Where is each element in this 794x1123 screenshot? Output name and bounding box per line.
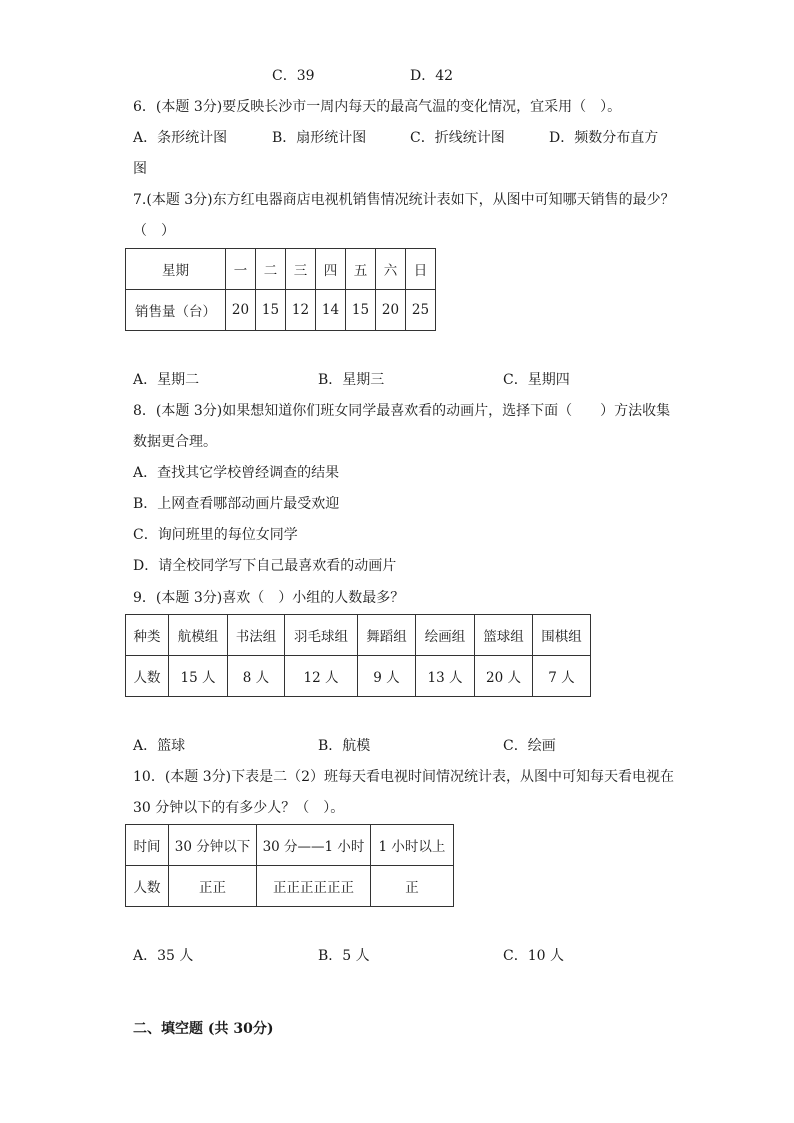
table-header-cell: 绘画组 bbox=[416, 615, 475, 656]
table-header-cell: 日 bbox=[406, 249, 436, 290]
table-row bbox=[126, 866, 454, 907]
q10-option-a: A．35 人 bbox=[133, 948, 194, 964]
table-header-cell: 1 小时以上 bbox=[371, 825, 454, 866]
q9-stem: 9．(本题 3分)喜欢（ ）小组的人数最多？ bbox=[133, 590, 405, 606]
q7-option-b: B．星期三 bbox=[318, 372, 385, 388]
q5-option-d: D．42 bbox=[410, 68, 454, 84]
q6-option-b: B．扇形统计图 bbox=[272, 130, 367, 146]
q6-stem: 6．(本题 3分)要反映长沙市一周内每天的最高气温的变化情况，宜采用（ ）。 bbox=[133, 99, 622, 115]
q8-option-b: B．上网查看哪部动画片最受欢迎 bbox=[133, 496, 340, 512]
table-cell: 8 人 bbox=[228, 656, 285, 697]
table-cell: 20 bbox=[226, 290, 256, 331]
table-header-cell: 航模组 bbox=[169, 615, 228, 656]
q9-option-b: B．航模 bbox=[318, 738, 371, 754]
table-cell: 人数 bbox=[126, 866, 169, 907]
table-cell: 20 bbox=[376, 290, 406, 331]
table-cell: 7 人 bbox=[533, 656, 591, 697]
q9-option-a: A．篮球 bbox=[133, 738, 186, 754]
table-header-cell: 30 分钟以下 bbox=[169, 825, 257, 866]
table-header-cell: 星期 bbox=[126, 249, 226, 290]
table-header-cell: 舞蹈组 bbox=[358, 615, 416, 656]
table-header-cell: 书法组 bbox=[228, 615, 285, 656]
table-header-cell: 羽毛球组 bbox=[285, 615, 358, 656]
q7-answer-paren: （ ） bbox=[133, 223, 175, 239]
q10-option-b: B．5 人 bbox=[318, 948, 370, 964]
q6-option-c: C．折线统计图 bbox=[410, 130, 505, 146]
table-cell: 正正 bbox=[169, 866, 257, 907]
table-row bbox=[126, 290, 436, 331]
q8-option-a: A．查找其它学校曾经调查的结果 bbox=[133, 465, 340, 481]
q6-option-a: A．条形统计图 bbox=[133, 130, 228, 146]
table-header-cell: 四 bbox=[316, 249, 346, 290]
table-header-cell: 六 bbox=[376, 249, 406, 290]
table-header-cell: 30 分——1 小时 bbox=[257, 825, 371, 866]
table-cell: 12 bbox=[286, 290, 316, 331]
table-header-cell: 二 bbox=[256, 249, 286, 290]
table-header-cell: 三 bbox=[286, 249, 316, 290]
q7-sales-table bbox=[125, 248, 436, 331]
table-cell: 正正正正正正 bbox=[257, 866, 371, 907]
q7-option-a: A．星期二 bbox=[133, 372, 200, 388]
table-cell: 25 bbox=[406, 290, 436, 331]
table-cell: 人数 bbox=[126, 656, 169, 697]
table-header-cell: 围棋组 bbox=[533, 615, 591, 656]
table-row bbox=[126, 656, 591, 697]
q8-stem-continued: 数据更合理。 bbox=[133, 434, 217, 450]
q8-option-d: D．请全校同学写下自己最喜欢看的动画片 bbox=[133, 558, 397, 574]
table-header-cell: 篮球组 bbox=[475, 615, 533, 656]
q10-stem-continued: 30 分钟以下的有多少人？（ ）。 bbox=[133, 800, 345, 816]
q5-option-c: C．39 bbox=[272, 68, 315, 84]
q7-stem: 7.(本题 3分)东方红电器商店电视机销售情况统计表如下，从图中可知哪天销售的最少？ bbox=[133, 192, 675, 208]
table-header-cell: 时间 bbox=[126, 825, 169, 866]
q10-option-c: C．10 人 bbox=[503, 948, 564, 964]
q6-option-d: D．频数分布直方 bbox=[549, 130, 659, 146]
q7-option-c: C．星期四 bbox=[503, 372, 570, 388]
q10-tv-time-table bbox=[125, 824, 454, 907]
q8-option-c: C．询问班里的每位女同学 bbox=[133, 527, 298, 543]
table-row bbox=[126, 825, 454, 866]
section-heading-fill-in: 二、填空题 (共 30分) bbox=[133, 1021, 274, 1037]
table-cell: 14 bbox=[316, 290, 346, 331]
table-cell: 15 bbox=[256, 290, 286, 331]
table-cell: 9 人 bbox=[358, 656, 416, 697]
table-header-cell: 种类 bbox=[126, 615, 169, 656]
table-cell: 13 人 bbox=[416, 656, 475, 697]
table-cell: 15 bbox=[346, 290, 376, 331]
table-cell: 12 人 bbox=[285, 656, 358, 697]
q6-option-d-continued: 图 bbox=[133, 161, 147, 177]
table-header-cell: 五 bbox=[346, 249, 376, 290]
table-header-cell: 一 bbox=[226, 249, 256, 290]
q10-stem: 10．(本题 3分)下表是二（2）班每天看电视时间情况统计表，从图中可知每天看电视在 bbox=[133, 769, 675, 785]
table-row bbox=[126, 249, 436, 290]
table-row bbox=[126, 615, 591, 656]
q8-stem: 8．(本题 3分)如果想知道你们班女同学最喜欢看的动画片，选择下面（ ）方法收集 bbox=[133, 403, 671, 419]
q9-group-table bbox=[125, 614, 591, 697]
q9-option-c: C．绘画 bbox=[503, 738, 556, 754]
table-cell: 15 人 bbox=[169, 656, 228, 697]
table-cell: 20 人 bbox=[475, 656, 533, 697]
table-cell: 销售量（台） bbox=[126, 290, 226, 331]
table-cell: 正 bbox=[371, 866, 454, 907]
